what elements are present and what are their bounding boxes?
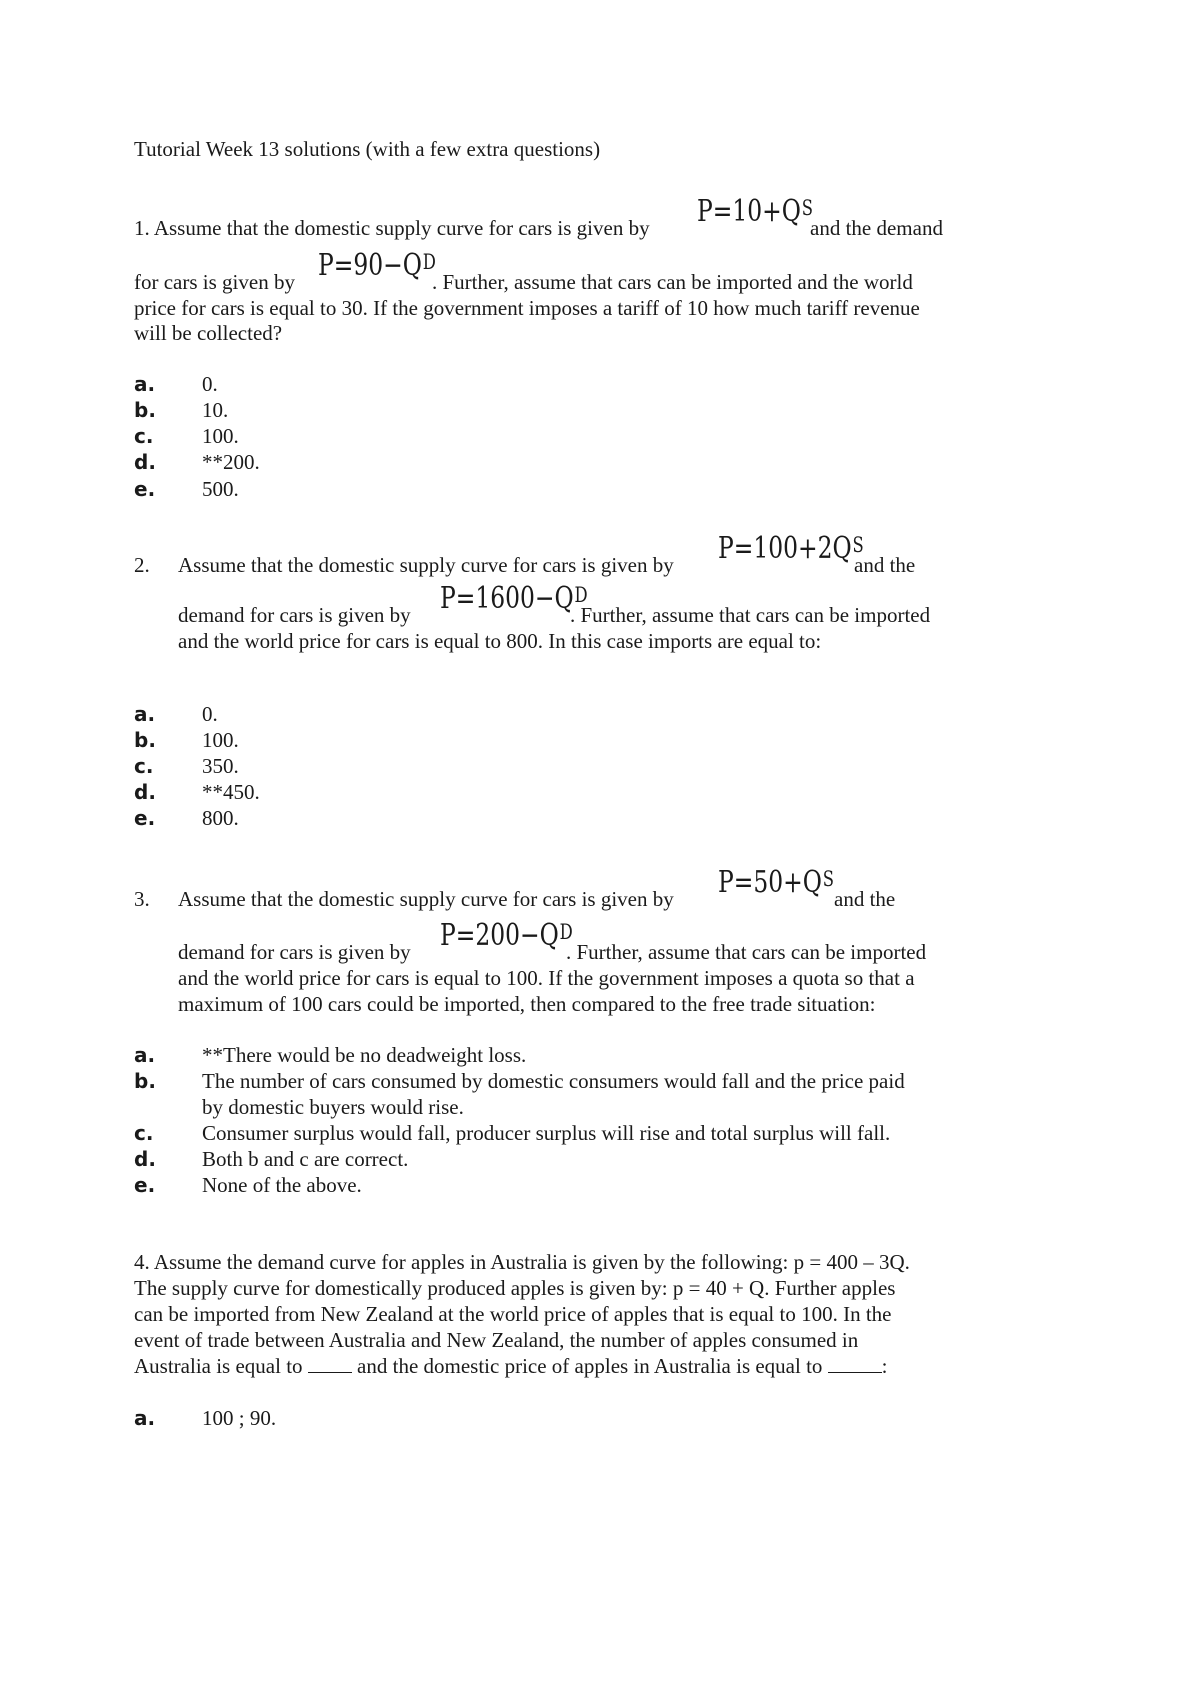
q3-line-4: maximum of 100 cars could be imported, then compared to the free trade situation: [178, 992, 876, 1016]
q3-option-label: c. [134, 1121, 154, 1145]
q1-text-end: and the demand [810, 216, 943, 240]
q2-option-text: 0. [202, 702, 218, 726]
q1-option-text: 10. [202, 398, 229, 422]
q3-option-label: e. [134, 1173, 156, 1197]
q1-line-2-end: . Further, assume that cars can be imported and the world [432, 270, 913, 294]
q3-option-label: b. [134, 1069, 156, 1093]
q3-line-2-end: . Further, assume that cars can be imported [566, 940, 927, 964]
q1-option-label: d. [134, 450, 156, 474]
q4-option-text: 100 ; 90. [202, 1406, 277, 1430]
q2-option-text: 350. [202, 754, 239, 778]
q2-line-1-end: and the [854, 553, 916, 577]
q4-line-5 [134, 1352, 888, 1380]
q2-option-label: c. [134, 754, 154, 778]
q2-number: 2. [134, 553, 150, 577]
q1-option-text: 0. [202, 372, 218, 396]
q3-option-text: The number of cars consumed by domestic consumers would fall and the price paid [202, 1069, 905, 1093]
q1-option-text: 100. [202, 424, 239, 448]
q1-demand-equation: $P=90-Q^D$ [318, 248, 436, 283]
q3-option-text: **There would be no deadweight loss. [202, 1043, 527, 1067]
q1-option-label: a. [134, 372, 156, 396]
q4-line-4: event of trade between Australia and New Zealand, the number of apples consumed in [134, 1328, 859, 1352]
q2-demand-equation: $P=1600-Q^D$ [440, 581, 588, 616]
q4-line-1: 4. Assume the demand curve for apples in Australia is given by the following: p = 400 – 3Q. [134, 1250, 910, 1274]
q3-line-3: and the world price for cars is equal to 100. If the government imposes a quota so that a [178, 966, 915, 990]
q1-option-text: **200. [202, 450, 260, 474]
answer-blank [828, 1354, 882, 1373]
q4-option-label: a. [134, 1406, 156, 1430]
q3-option-text-continued: by domestic buyers would rise. [202, 1095, 464, 1119]
q3-demand-equation: $P=200-Q^D$ [440, 918, 573, 953]
q1-line-4: will be collected? [134, 321, 283, 345]
q3-option-text: Both b and c are correct. [202, 1147, 409, 1171]
q3-option-label: a. [134, 1043, 156, 1067]
q1-line-2: for cars is given by [134, 270, 295, 294]
q1-option-label: b. [134, 398, 156, 422]
q2-option-label: a. [134, 702, 156, 726]
q2-option-label: e. [134, 806, 156, 830]
answer-blank [308, 1354, 352, 1373]
q1-line-3: price for cars is equal to 30. If the government imposes a tariff of 10 how much tariff revenue [134, 296, 920, 320]
q2-line-1: Assume that the domestic supply curve for cars is given by [178, 553, 674, 577]
q2-supply-equation: $P=100+2Q^S$ [718, 531, 864, 566]
q3-option-text: None of the above. [202, 1173, 362, 1197]
q4-line-5-middle: and the domestic price of apples in Australia is equal to [357, 1354, 823, 1378]
q2-option-label: b. [134, 728, 156, 752]
q4-line-3: can be imported from New Zealand at the world price of apples that is equal to 100. In the [134, 1302, 892, 1326]
q3-option-label: d. [134, 1147, 156, 1171]
q1-supply-equation: $P=10+Q^S$ [697, 194, 813, 229]
q3-number: 3. [134, 887, 150, 911]
q4-line-2: The supply curve for domestically produced apples is given by: p = 40 + Q. Further apples [134, 1276, 896, 1300]
q2-option-text: 100. [202, 728, 239, 752]
q3-line-1-end: and the [834, 887, 896, 911]
q2-option-text: **450. [202, 780, 260, 804]
q2-line-2-end: . Further, assume that cars can be imported [570, 603, 931, 627]
q1-line-1 [134, 214, 650, 242]
q2-line-3: and the world price for cars is equal to 800. In this case imports are equal to: [178, 629, 822, 653]
q1-text: 1. Assume that the domestic supply curve for cars is given by [134, 216, 650, 240]
q4-line-5-end: : [881, 1354, 888, 1378]
q1-option-label: e. [134, 477, 156, 501]
q1-option-label: c. [134, 424, 154, 448]
q4-line-5-start: Australia is equal to [134, 1354, 303, 1378]
q3-line-2: demand for cars is given by [178, 940, 411, 964]
q3-line-1: Assume that the domestic supply curve for cars is given by [178, 887, 674, 911]
q3-supply-equation: $P=50+Q^S$ [718, 865, 834, 900]
q3-option-text: Consumer surplus would fall, producer surplus will rise and total surplus will fall. [202, 1121, 891, 1145]
q2-option-text: 800. [202, 806, 239, 830]
document-title: Tutorial Week 13 solutions (with a few extra questions) [134, 137, 601, 161]
q2-option-label: d. [134, 780, 156, 804]
q2-line-2: demand for cars is given by [178, 603, 411, 627]
q1-option-text: 500. [202, 477, 239, 501]
